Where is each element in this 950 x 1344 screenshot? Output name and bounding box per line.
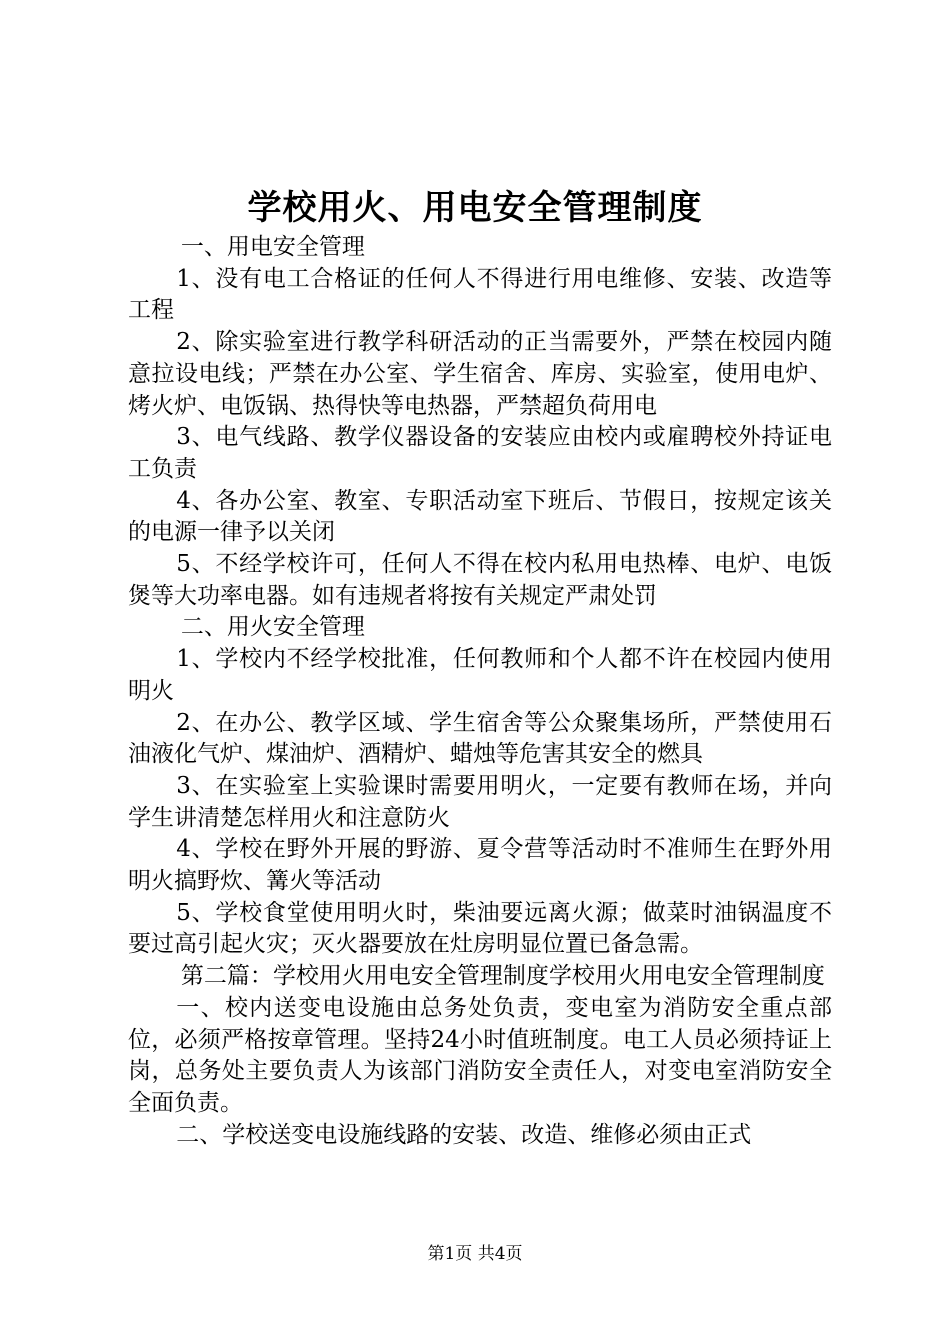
section-heading-electricity: 一、用电安全管理: [180, 234, 365, 260]
page-number-footer: 第1页 共4页: [427, 1244, 523, 1264]
section-heading-part-two: 第二篇：学校用火用电安全管理制度学校用火用电安全管理制度: [180, 963, 825, 990]
paragraph: 二、学校送变电设施线路的安装、改造、维修必须由正式: [176, 1121, 752, 1148]
paragraph: 1、学校内不经学校批准，任何教师和个人都不许在校园内使用明火: [128, 646, 832, 704]
document-title: 学校用火、用电安全管理制度: [247, 188, 703, 228]
paragraph: 1、没有电工合格证的任何人不得进行用电维修、安装、改造等工程: [128, 265, 832, 324]
paragraph: 4、学校在野外开展的野游、夏令营等活动时不准师生在野外用明火搞野炊、篝火等活动: [128, 836, 832, 895]
section-heading-fire: 二、用火安全管理: [180, 614, 365, 641]
paragraph: 3、电气线路、教学仪器设备的安装应由校内或雇聘校外持证电工负责: [128, 424, 832, 482]
paragraph: 4、各办公室、教室、专职活动室下班后、节假日，按规定该关的电源一律予以关闭: [128, 487, 832, 546]
paragraph: 2、在办公、教学区域、学生宿舍等公众聚集场所，严禁使用石油液化气炉、煤油炉、酒精炉、蜡烛等危害其安全的燃具: [128, 709, 832, 768]
document-body: [128, 232, 832, 1151]
paragraph: 3、在实验室上实验课时需要用明火，一定要有教师在场，并向学生讲清楚怎样用火和注意防火: [128, 772, 832, 831]
paragraph: 5、不经学校许可，任何人不得在校内私用电热棒、电炉、电饭煲等大功率电器。如有违规者将按有关规定严肃处罚: [128, 551, 832, 609]
paragraph: 5、学校食堂使用明火时，柴油要远离火源；做菜时油锅温度不要过高引起火灾；灭火器要放在灶房明显位置已备急需。: [128, 899, 832, 958]
paragraph: 一、校内送变电设施由总务处负责，变电室为消防安全重点部位，必须严格按章管理。坚持24小时值班制度。电工人员必须持证上岗，总务处主要负责人为该部门消防安全责任人，对变电室消防安全全面负责。: [128, 994, 832, 1116]
paragraph: 2、除实验室进行教学科研活动的正当需要外，严禁在校园内随意拉设电线；严禁在办公室、学生宿舍、库房、实验室，使用电炉、烤火炉、电饭锅、热得快等电热器，严禁超负荷用电: [128, 329, 832, 419]
